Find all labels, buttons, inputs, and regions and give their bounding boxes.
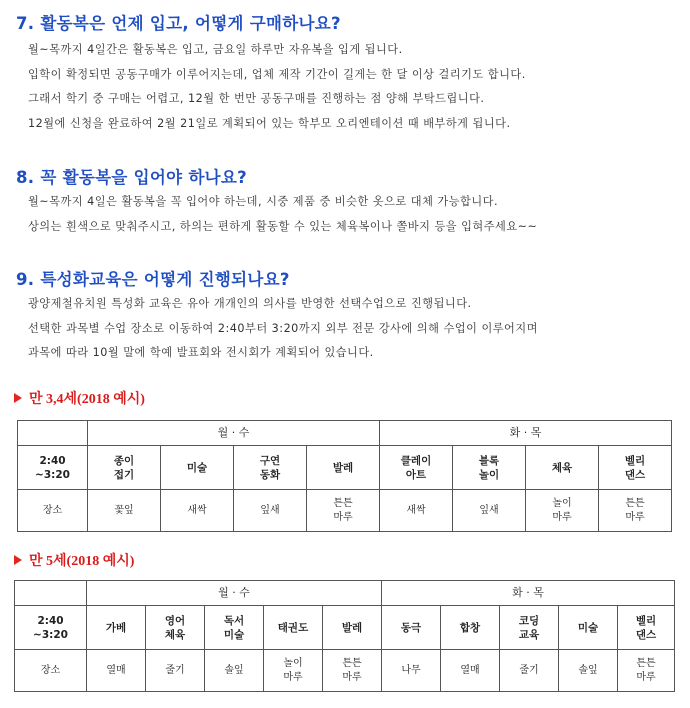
place-cell: 꽃잎 <box>88 490 161 532</box>
text-line: 과목에 따라 10월 말에 학예 발표회와 전시회가 계획되어 있습니다. <box>28 346 374 359</box>
triangle-bullet-icon <box>14 393 22 403</box>
place-cell: 놀이 마루 <box>264 650 323 692</box>
table-1-title-text: 만 3,4세(2018 예시) <box>29 392 145 407</box>
place-label-cell: 장소 <box>18 490 88 532</box>
place-cell: 놀이 마루 <box>526 490 599 532</box>
table-2-title-text: 만 5세(2018 예시) <box>29 554 135 569</box>
group-header-tue-thu: 화 · 목 <box>382 581 675 606</box>
section-7-heading: 7. 활동복은 언제 입고, 어떻게 구매하나요? <box>16 14 341 33</box>
text-line: 그래서 학기 중 구매는 어렵고, 12월 한 번만 공동구매를 진행하는 점 양해 부탁드립니다. <box>28 92 485 105</box>
place-row <box>18 490 672 532</box>
table-header-row <box>18 421 672 446</box>
place-cell: 나무 <box>382 650 441 692</box>
activity-row <box>18 446 672 490</box>
text-line: 월~목까지 4일은 활동복을 꼭 입어야 하는데, 시중 제품 중 비슷한 옷으로 대체 가능합니다. <box>28 195 499 208</box>
activity-cell: 구연 동화 <box>234 446 307 490</box>
triangle-bullet-icon <box>14 555 22 565</box>
place-cell: 솔잎 <box>205 650 264 692</box>
place-cell: 새싹 <box>380 490 453 532</box>
empty-header-cell <box>18 421 88 446</box>
place-cell: 열매 <box>87 650 146 692</box>
place-cell: 잎새 <box>234 490 307 532</box>
table-2-title <box>14 550 134 570</box>
text-line: 상의는 흰색으로 맞춰주시고, 하의는 편하게 활동할 수 있는 체육복이나 쫄바지 등을 입혀주세요~~ <box>28 219 538 233</box>
activity-cell: 발레 <box>307 446 380 490</box>
activity-cell: 벨리 댄스 <box>599 446 672 490</box>
activity-cell: 클레이 아트 <box>380 446 453 490</box>
section-7-body <box>28 38 526 136</box>
section-8-heading: 8. 꼭 활동복을 입어야 하나요? <box>16 168 248 187</box>
schedule-table-age-3-4 <box>17 420 672 532</box>
section-9-heading: 9. 특성화교육은 어떻게 진행되나요? <box>16 270 290 289</box>
activity-cell: 가베 <box>87 606 146 650</box>
place-cell: 새싹 <box>161 490 234 532</box>
table-header-row <box>15 581 675 606</box>
text-line: 12월에 신청을 완료하여 2월 21일로 계획되어 있는 학부모 오리엔테이션 때 배부하게 됩니다. <box>28 116 511 130</box>
group-header-mon-wed: 월 · 수 <box>88 421 380 446</box>
schedule-table-age-5 <box>14 580 675 692</box>
group-header-tue-thu: 화 · 목 <box>380 421 672 446</box>
section-9-body <box>28 292 538 366</box>
activity-cell: 코딩 교육 <box>500 606 559 650</box>
section-8-body <box>28 190 537 239</box>
text-line: 월~목까지 4일간은 활동복은 입고, 금요일 하루만 자유복을 입게 됩니다. <box>28 43 403 56</box>
text-line: 선택한 과목별 수업 장소로 이동하여 2:40부터 3:20까지 외부 전문 강사에 의해 수업이 이루어지며 <box>28 321 538 335</box>
place-cell: 열매 <box>441 650 500 692</box>
table-1-title <box>14 388 145 408</box>
activity-cell: 태권도 <box>264 606 323 650</box>
text-line: 광양제철유치원 특성화 교육은 유아 개개인의 의사를 반영한 선택수업으로 진행됩니다. <box>28 297 472 310</box>
place-label-cell: 장소 <box>15 650 87 692</box>
activity-cell: 미술 <box>161 446 234 490</box>
place-cell: 튼튼 마루 <box>323 650 382 692</box>
empty-header-cell <box>15 581 87 606</box>
text-line: 입학이 확정되면 공동구매가 이루어지는데, 업체 제작 기간이 길게는 한 달 이상 걸리기도 합니다. <box>28 67 526 81</box>
activity-cell: 독서 미술 <box>205 606 264 650</box>
activity-cell: 합창 <box>441 606 500 650</box>
activity-cell: 종이 접기 <box>88 446 161 490</box>
group-header-mon-wed: 월 · 수 <box>87 581 382 606</box>
time-cell: 2:40 ~3:20 <box>15 606 87 650</box>
place-row <box>15 650 675 692</box>
place-cell: 튼튼 마루 <box>307 490 380 532</box>
activity-cell: 벨리 댄스 <box>618 606 675 650</box>
activity-cell: 동극 <box>382 606 441 650</box>
time-cell: 2:40 ~3:20 <box>18 446 88 490</box>
place-cell: 줄기 <box>146 650 205 692</box>
activity-cell: 블록 놀이 <box>453 446 526 490</box>
activity-cell: 영어 체육 <box>146 606 205 650</box>
place-cell: 튼튼 마루 <box>618 650 675 692</box>
place-cell: 솔잎 <box>559 650 618 692</box>
activity-cell: 미술 <box>559 606 618 650</box>
place-cell: 튼튼 마루 <box>599 490 672 532</box>
activity-row <box>15 606 675 650</box>
place-cell: 잎새 <box>453 490 526 532</box>
activity-cell: 체육 <box>526 446 599 490</box>
activity-cell: 발레 <box>323 606 382 650</box>
place-cell: 줄기 <box>500 650 559 692</box>
